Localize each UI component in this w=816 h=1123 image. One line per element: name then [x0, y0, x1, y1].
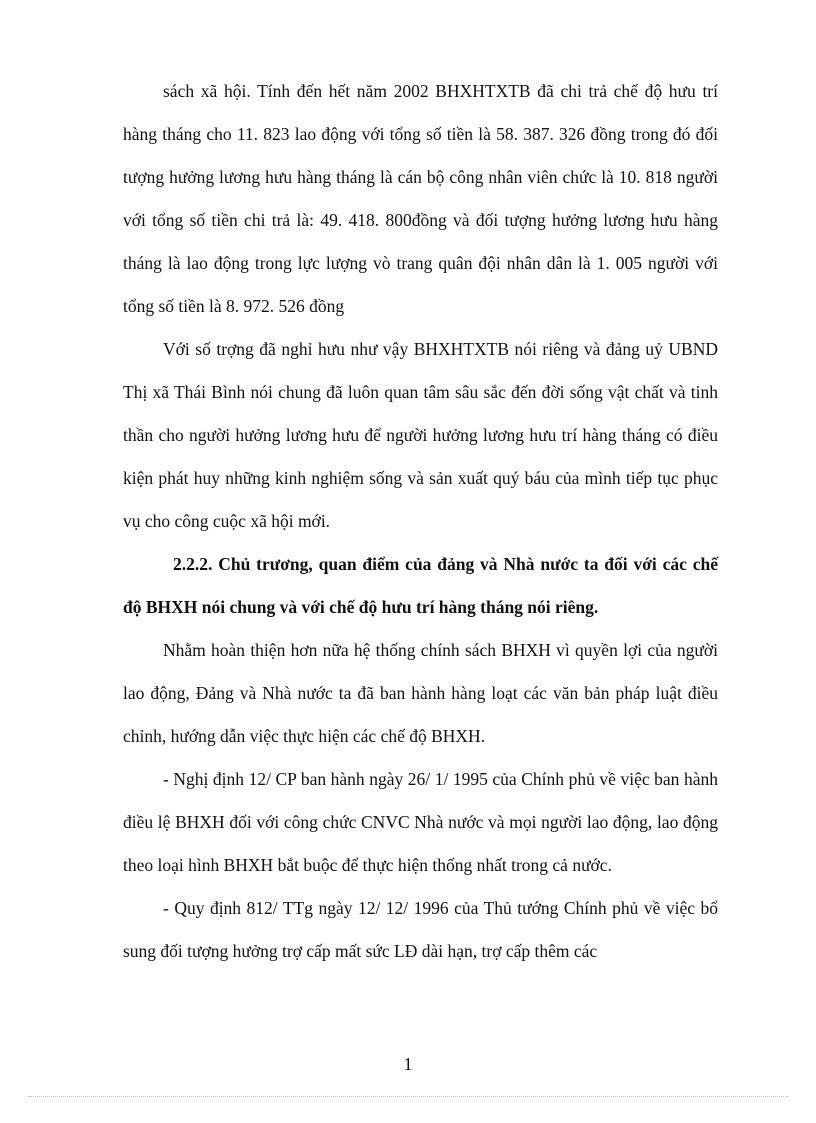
- paragraph-decree-12: - Nghị định 12/ CP ban hành ngày 26/ 1/ 1995 của Chính phủ về việc ban hành điều lệ BHXH đối với công chức CNVC Nhà nước và mọi người lao động, lao động theo loại hình BHXH bắt buộc để thực hiện thống nhất trong cả nước.: [123, 769, 718, 875]
- page-number: 1: [403, 1054, 413, 1074]
- document-body: [123, 70, 718, 973]
- paragraph-regulation-812: - Quy định 812/ TTg ngày 12/ 12/ 1996 của Thủ tướng Chính phủ về việc bổ sung đối tượng hưởng trợ cấp mất sức LĐ dài hạn, trợ cấp thêm các: [123, 898, 718, 961]
- paragraph-retiree-care: Với số trợng đã nghỉ hưu như vậy BHXHTXTB nói riêng và đảng uỷ UBND Thị xã Thái Bình nói chung đã luôn quan tâm sâu sắc đến đời sống vật chất và tinh thần cho người hưởng lương hưu để người hưởng lương hưu trí hàng tháng có điều kiện phát huy những kinh nghiệm sống và sản xuất quý báu của mình tiếp tục phục vụ cho công cuộc xã hội mới.: [123, 339, 718, 531]
- paragraph-pension-payments: sách xã hội. Tính đến hết năm 2002 BHXHTXTB đã chi trả chế độ hưu trí hàng tháng cho 11. 823 lao động với tổng số tiền là 58. 387. 326 đồng trong đó đối tượng hưởng lương hưu hàng tháng là cán bộ công nhân viên chức là 10. 818 người với tổng số tiền chi trả là: 49. 418. 800đồng và đối tượng hưởng lương hưu hàng tháng là lao động trong lực lượng vò trang quân đội nhân dân là 1. 005 người với tổng số tiền là 8. 972. 526 đồng: [123, 81, 718, 316]
- paragraph-legal-documents: Nhằm hoàn thiện hơn nữa hệ thống chính sách BHXH vì quyền lợi của người lao động, Đảng và Nhà nước ta đã ban hành hàng loạt các văn bản pháp luật điều chỉnh, hướng dẫn việc thực hiện các chế độ BHXH.: [123, 640, 718, 746]
- section-heading: 2.2.2. Chủ trương, quan điểm của đảng và Nhà nước ta đối với các chế độ BHXH nói chung và với chế độ hưu trí hàng tháng nói riêng.: [123, 554, 718, 617]
- footer-divider: [28, 1096, 788, 1097]
